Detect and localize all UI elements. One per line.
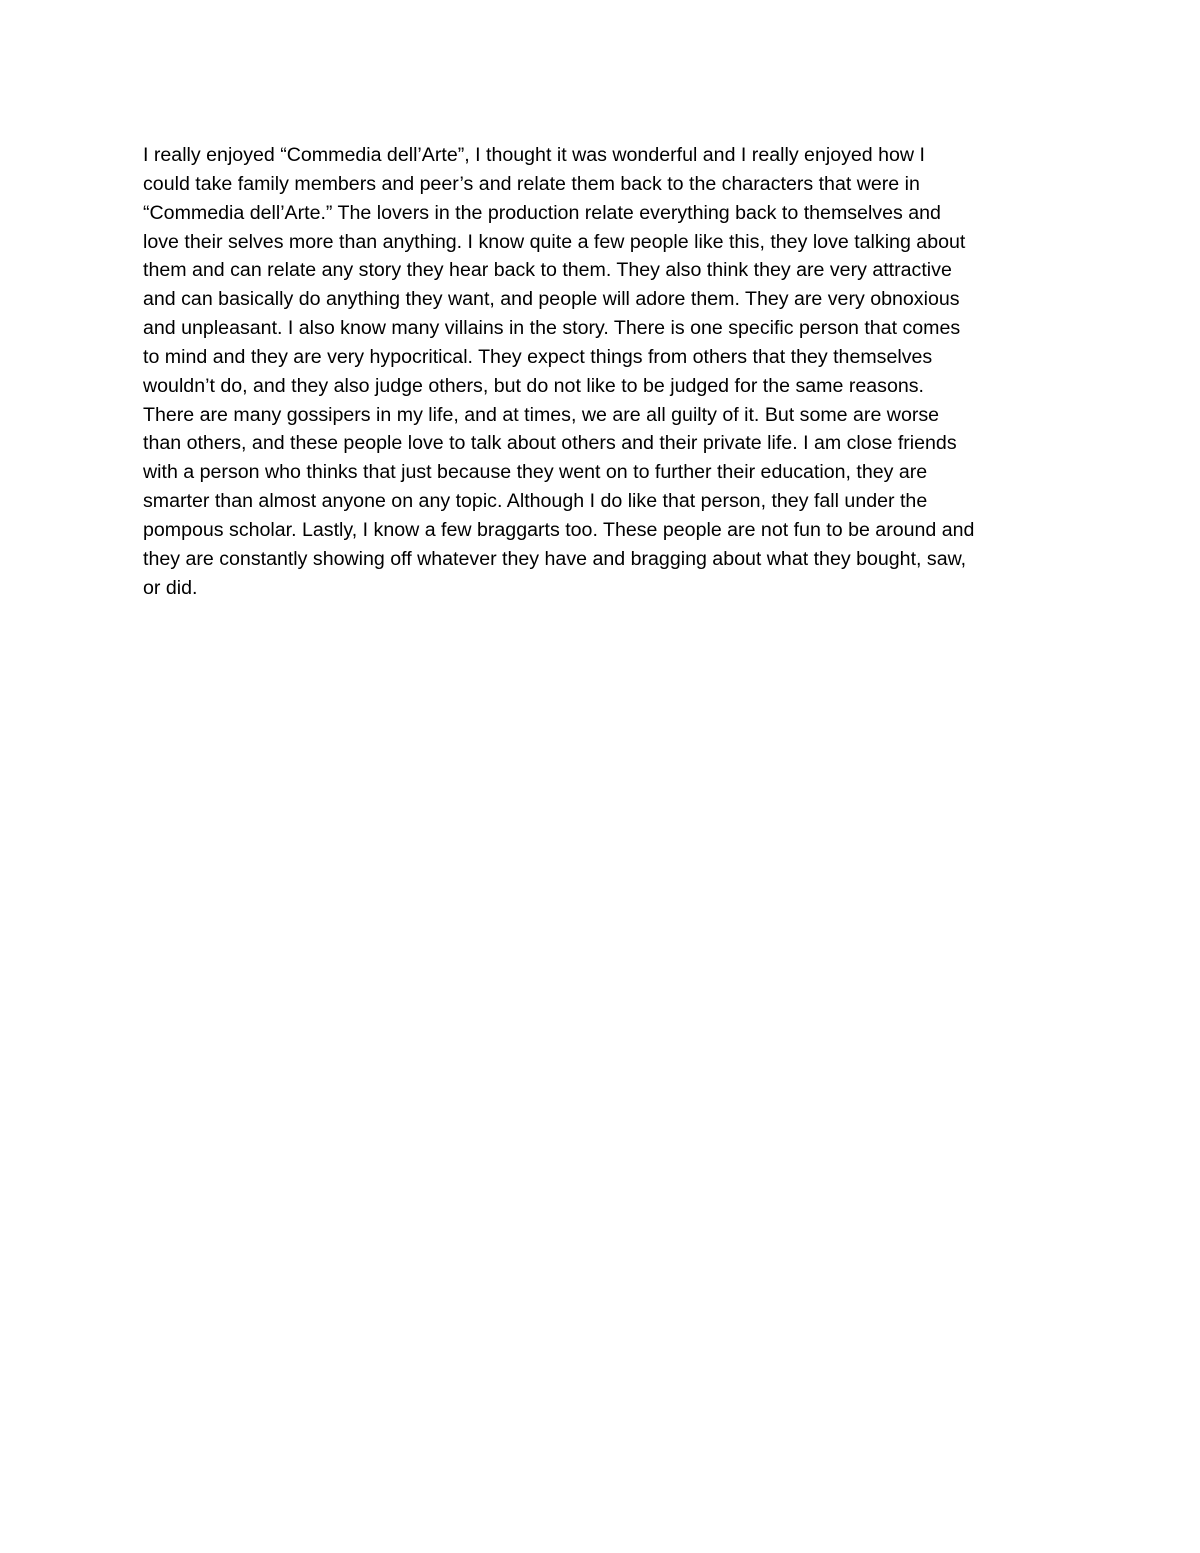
essay-paragraph (143, 141, 1068, 603)
paragraph-line-11: than others, and these people love to talk about others and their private life. I am close friends (143, 432, 957, 455)
paragraph-line-1: I really enjoyed “Commedia dell’Arte”, I thought it was wonderful and I really enjoyed how I (143, 144, 925, 166)
paragraph-line-7: and unpleasant. I also know many villains in the story. There is one specific person that comes (143, 317, 961, 340)
paragraph-line-15: they are constantly showing off whatever they have and bragging about what they bought, saw, (143, 547, 967, 570)
paragraph-line-8: to mind and they are very hypocritical. They expect things from others that they themselves (143, 345, 933, 368)
paragraph-line-3: “Commedia dell’Arte.” The lovers in the production relate everything back to themselves and (143, 201, 941, 224)
paragraph-line-2: could take family members and peer’s and relate them back to the characters that were in (143, 172, 920, 195)
paragraph-line-6: and can basically do anything they want, and people will adore them. They are very obnoxious (143, 288, 960, 311)
paragraph-line-14: pompous scholar. Lastly, I know a few braggarts too. These people are not fun to be around and (143, 518, 975, 541)
paragraph-line-10: There are many gossipers in my life, and at times, we are all guilty of it. But some are worse (143, 403, 940, 426)
paragraph-line-4: love their selves more than anything. I know quite a few people like this, they love talking about (143, 230, 966, 253)
paragraph-line-5: them and can relate any story they hear back to them. They also think they are very attractive (143, 259, 952, 282)
paragraph-line-9: wouldn’t do, and they also judge others, but do not like to be judged for the same reasons. (143, 374, 924, 397)
paragraph-line-12: with a person who thinks that just because they went on to further their education, they are (143, 461, 928, 484)
paragraph-line-13: smarter than almost anyone on any topic. Although I do like that person, they fall under the (143, 490, 928, 513)
paragraph-line-16: or did. (143, 576, 198, 599)
